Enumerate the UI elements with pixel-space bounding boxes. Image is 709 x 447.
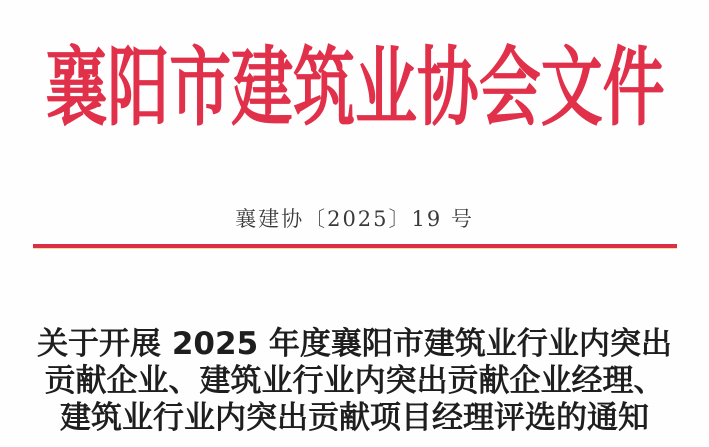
notice-title-line-3: 建筑业行业内突出贡献项目经理评选的通知 [60, 400, 649, 436]
notice-title [0, 326, 709, 437]
org-header [0, 32, 709, 144]
document-number: 襄建协〔2025〕19 号 [235, 207, 474, 231]
red-divider-line [33, 244, 677, 248]
notice-title-line-2: 贡献企业、建筑业行业内突出贡献企业经理、 [44, 363, 665, 399]
notice-title-line-1: 关于开展 2025 年度襄阳市建筑业行业内突出 [37, 326, 672, 362]
org-title-text: 襄阳市建筑业协会文件 [44, 37, 665, 138]
